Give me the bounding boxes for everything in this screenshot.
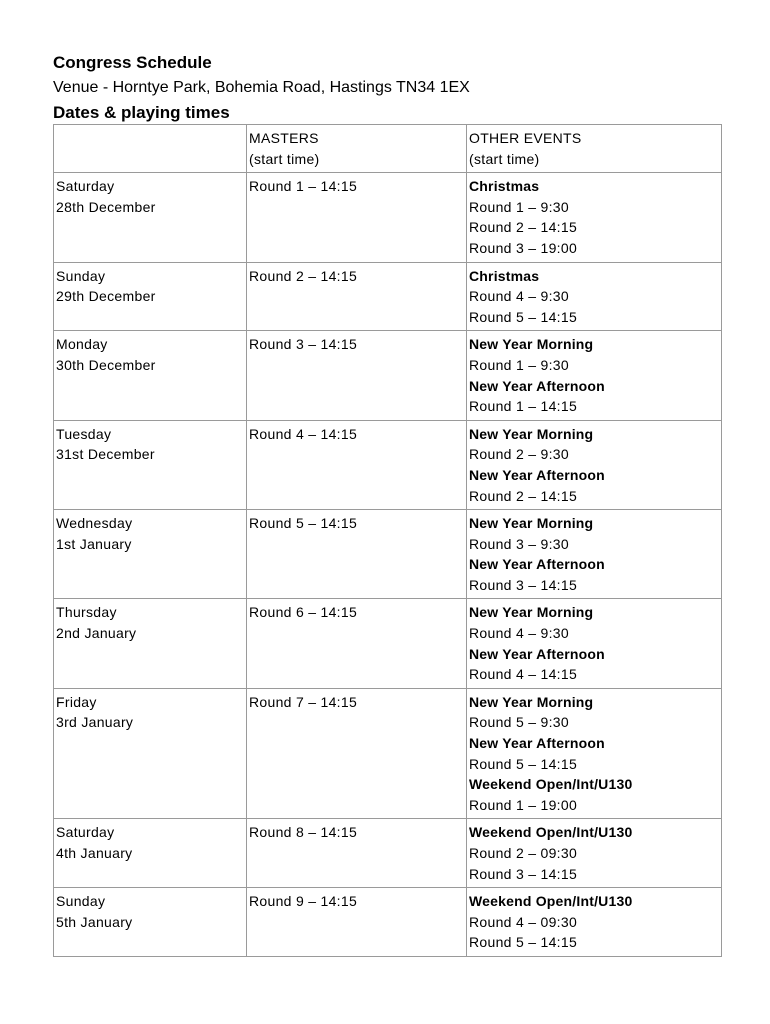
other-events-cell — [467, 688, 722, 819]
other-events-cell — [467, 819, 722, 888]
table-row — [54, 599, 722, 688]
weekday-label: Friday — [56, 693, 97, 710]
event-name: New Year Morning — [469, 604, 594, 621]
schedule-table — [53, 124, 722, 957]
date-label: 31st December — [56, 446, 155, 463]
masters-cell — [247, 888, 467, 957]
table-row — [54, 173, 722, 262]
event-round-time: Round 4 – 9:30 — [469, 288, 569, 305]
date-label: 1st January — [56, 535, 132, 552]
header-day-cell — [54, 125, 247, 173]
weekday-label: Saturday — [56, 824, 115, 841]
weekday-label: Saturday — [56, 178, 115, 195]
masters-cell — [247, 599, 467, 688]
date-label: 29th December — [56, 288, 156, 305]
table-header-row — [54, 125, 722, 173]
event-round-time: Round 2 – 9:30 — [469, 446, 569, 463]
event-round-time: Round 3 – 14:15 — [469, 865, 578, 882]
masters-round-time: Round 9 – 14:15 — [249, 893, 358, 910]
schedule-table-body — [54, 125, 722, 957]
masters-cell — [247, 510, 467, 599]
masters-cell — [247, 331, 467, 420]
table-row — [54, 331, 722, 420]
section-title: Dates & playing times — [53, 103, 230, 122]
weekday-label: Tuesday — [56, 425, 112, 442]
event-name: New Year Afternoon — [469, 735, 605, 752]
masters-round-time: Round 7 – 14:15 — [249, 693, 358, 710]
event-name: Weekend Open/Int/U130 — [469, 893, 633, 910]
event-name: New Year Afternoon — [469, 645, 605, 662]
header-other-sublabel: (start time) — [469, 150, 540, 167]
date-label: 30th December — [56, 356, 156, 373]
event-round-time: Round 2 – 09:30 — [469, 845, 578, 861]
table-row — [54, 888, 722, 957]
event-round-time: Round 5 – 14:15 — [469, 934, 578, 951]
table-row — [54, 688, 722, 819]
other-events-cell — [467, 262, 722, 331]
date-label: 2nd January — [56, 625, 137, 642]
event-name: Weekend Open/Int/U130 — [469, 776, 633, 793]
masters-round-time: Round 1 – 14:15 — [249, 178, 358, 195]
event-name: New Year Afternoon — [469, 556, 605, 573]
event-round-time: Round 4 – 09:30 — [469, 913, 578, 930]
venue-line: Venue - Horntye Park, Bohemia Road, Hastings TN34 1EX — [53, 79, 470, 96]
day-cell — [54, 819, 247, 888]
masters-round-time: Round 3 – 14:15 — [249, 336, 358, 353]
table-row — [54, 510, 722, 599]
other-events-cell — [467, 420, 722, 509]
other-events-cell — [467, 888, 722, 957]
event-round-time: Round 1 – 14:15 — [469, 398, 578, 415]
day-cell — [54, 510, 247, 599]
header-masters-label: MASTERS — [249, 130, 319, 146]
document-title: Congress Schedule — [53, 53, 212, 72]
table-row — [54, 420, 722, 509]
masters-round-time: Round 4 – 14:15 — [249, 425, 358, 442]
masters-round-time: Round 2 – 14:15 — [249, 267, 358, 284]
masters-cell — [247, 688, 467, 819]
masters-round-time: Round 6 – 14:15 — [249, 604, 358, 621]
masters-round-time: Round 5 – 14:15 — [249, 515, 358, 532]
masters-cell — [247, 262, 467, 331]
event-name: New Year Afternoon — [469, 466, 605, 483]
event-round-time: Round 1 – 9:30 — [469, 198, 569, 215]
event-round-time: Round 5 – 14:15 — [469, 755, 578, 772]
weekday-label: Thursday — [56, 604, 117, 621]
date-label: 5th January — [56, 913, 133, 930]
day-cell — [54, 688, 247, 819]
other-events-cell — [467, 173, 722, 262]
other-events-cell — [467, 331, 722, 420]
table-row — [54, 819, 722, 888]
event-round-time: Round 1 – 9:30 — [469, 356, 569, 373]
weekday-label: Monday — [56, 336, 108, 353]
event-name: New Year Afternoon — [469, 377, 605, 394]
event-round-time: Round 5 – 9:30 — [469, 714, 569, 731]
event-round-time: Round 5 – 14:15 — [469, 308, 578, 325]
event-name: New Year Morning — [469, 515, 594, 532]
masters-round-time: Round 8 – 14:15 — [249, 824, 358, 841]
event-round-time: Round 4 – 14:15 — [469, 666, 578, 683]
date-label: 28th December — [56, 198, 156, 215]
event-round-time: Round 3 – 9:30 — [469, 535, 569, 552]
header-masters-cell — [247, 125, 467, 173]
schedule-document — [53, 52, 721, 957]
header-masters-sublabel: (start time) — [249, 150, 320, 167]
masters-cell — [247, 420, 467, 509]
event-name: New Year Morning — [469, 336, 594, 353]
day-cell — [54, 888, 247, 957]
event-round-time: Round 1 – 19:00 — [469, 796, 578, 813]
masters-cell — [247, 173, 467, 262]
event-name: Christmas — [469, 267, 540, 284]
day-cell — [54, 331, 247, 420]
header-other-cell — [467, 125, 722, 173]
event-round-time: Round 4 – 9:30 — [469, 625, 569, 642]
event-name: Christmas — [469, 178, 540, 195]
header-other-label: OTHER EVENTS — [469, 130, 582, 146]
event-name: Weekend Open/Int/U130 — [469, 824, 633, 841]
date-label: 4th January — [56, 845, 133, 861]
event-round-time: Round 3 – 19:00 — [469, 239, 578, 256]
day-cell — [54, 173, 247, 262]
weekday-label: Sunday — [56, 893, 106, 910]
date-label: 3rd January — [56, 714, 134, 731]
event-round-time: Round 3 – 14:15 — [469, 576, 578, 593]
day-cell — [54, 262, 247, 331]
event-round-time: Round 2 – 14:15 — [469, 487, 578, 504]
day-cell — [54, 420, 247, 509]
event-name: New Year Morning — [469, 425, 594, 442]
weekday-label: Wednesday — [56, 515, 133, 532]
event-round-time: Round 2 – 14:15 — [469, 219, 578, 236]
event-name: New Year Morning — [469, 693, 594, 710]
other-events-cell — [467, 510, 722, 599]
table-row — [54, 262, 722, 331]
other-events-cell — [467, 599, 722, 688]
weekday-label: Sunday — [56, 267, 106, 284]
day-cell — [54, 599, 247, 688]
masters-cell — [247, 819, 467, 888]
